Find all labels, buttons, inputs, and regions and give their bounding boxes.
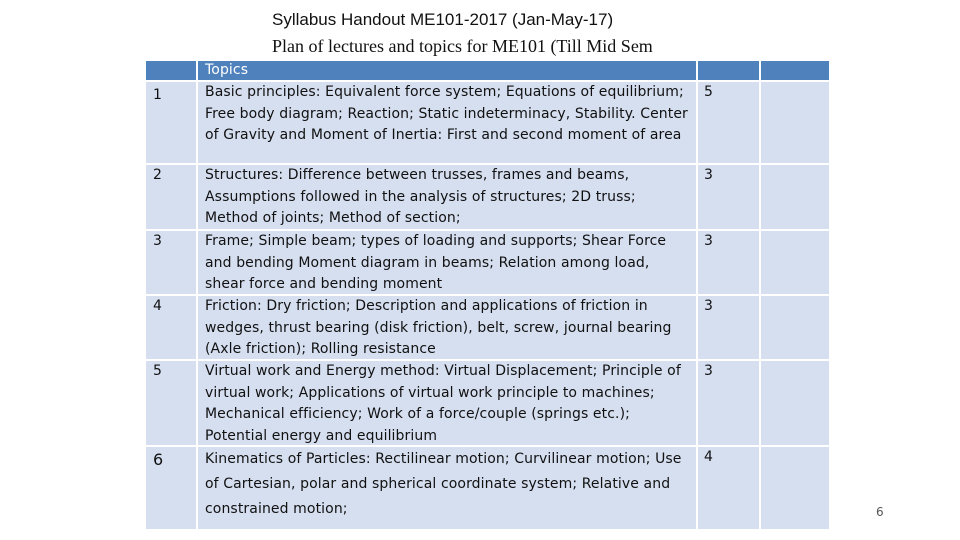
row-4-num: 4: [146, 296, 196, 359]
row-6-extra: [761, 447, 829, 529]
row-5-extra: [761, 361, 829, 445]
row-5-num: 5: [146, 361, 196, 445]
header-num-cell: [146, 61, 196, 80]
page-subtitle: Plan of lectures and topics for ME101 (Till Mid Sem: [272, 36, 653, 56]
row-2-num: 2: [146, 165, 196, 229]
slide-number: 6: [876, 505, 884, 519]
row-4-extra: [761, 296, 829, 359]
column-header-topics: Topics: [198, 61, 696, 80]
row-1-topic: Basic principles: Equivalent force system; Equations of equilibrium; Free body diagram; Reaction; Static indeterminacy, Stability. Center of Gravity and Moment of Inertia: First and second moment of area: [198, 82, 696, 163]
page-title: Syllabus Handout ME101-2017 (Jan-May-17): [272, 10, 614, 29]
row-1-lectures: 5: [698, 82, 759, 163]
row-5-lectures: 3: [698, 361, 759, 445]
row-6-lectures: 4: [698, 447, 759, 529]
row-1-extra: [761, 82, 829, 163]
header-extra-cell: [761, 61, 829, 80]
row-6-num: 6: [146, 447, 196, 529]
row-2-extra: [761, 165, 829, 229]
row-5-topic: Virtual work and Energy method: Virtual Displacement; Principle of virtual work; Applications of virtual work principle to machines; Mechanical efficiency; Work of a force/couple (springs etc.); Potential energy and equilibrium: [198, 361, 696, 445]
row-4-topic: Friction: Dry friction; Description and applications of friction in wedges, thrust bearing (disk friction), belt, screw, journal bearing (Axle friction); Rolling resistance: [198, 296, 696, 359]
row-1-num: 1: [146, 82, 196, 163]
row-4-lectures: 3: [698, 296, 759, 359]
row-3-extra: [761, 231, 829, 294]
row-2-topic: Structures: Difference between trusses, frames and beams, Assumptions followed in the analysis of structures; 2D truss; Method of joints; Method of section;: [198, 165, 696, 229]
row-6-topic: Kinematics of Particles: Rectilinear motion; Curvilinear motion; Use of Cartesian, polar and spherical coordinate system; Relative and constrained motion;: [198, 447, 696, 529]
header-lectures-cell: [698, 61, 759, 80]
row-3-num: 3: [146, 231, 196, 294]
row-3-lectures: 3: [698, 231, 759, 294]
row-2-lectures: 3: [698, 165, 759, 229]
row-3-topic: Frame; Simple beam; types of loading and supports; Shear Force and bending Moment diagram in beams; Relation among load, shear force and bending moment: [198, 231, 696, 294]
